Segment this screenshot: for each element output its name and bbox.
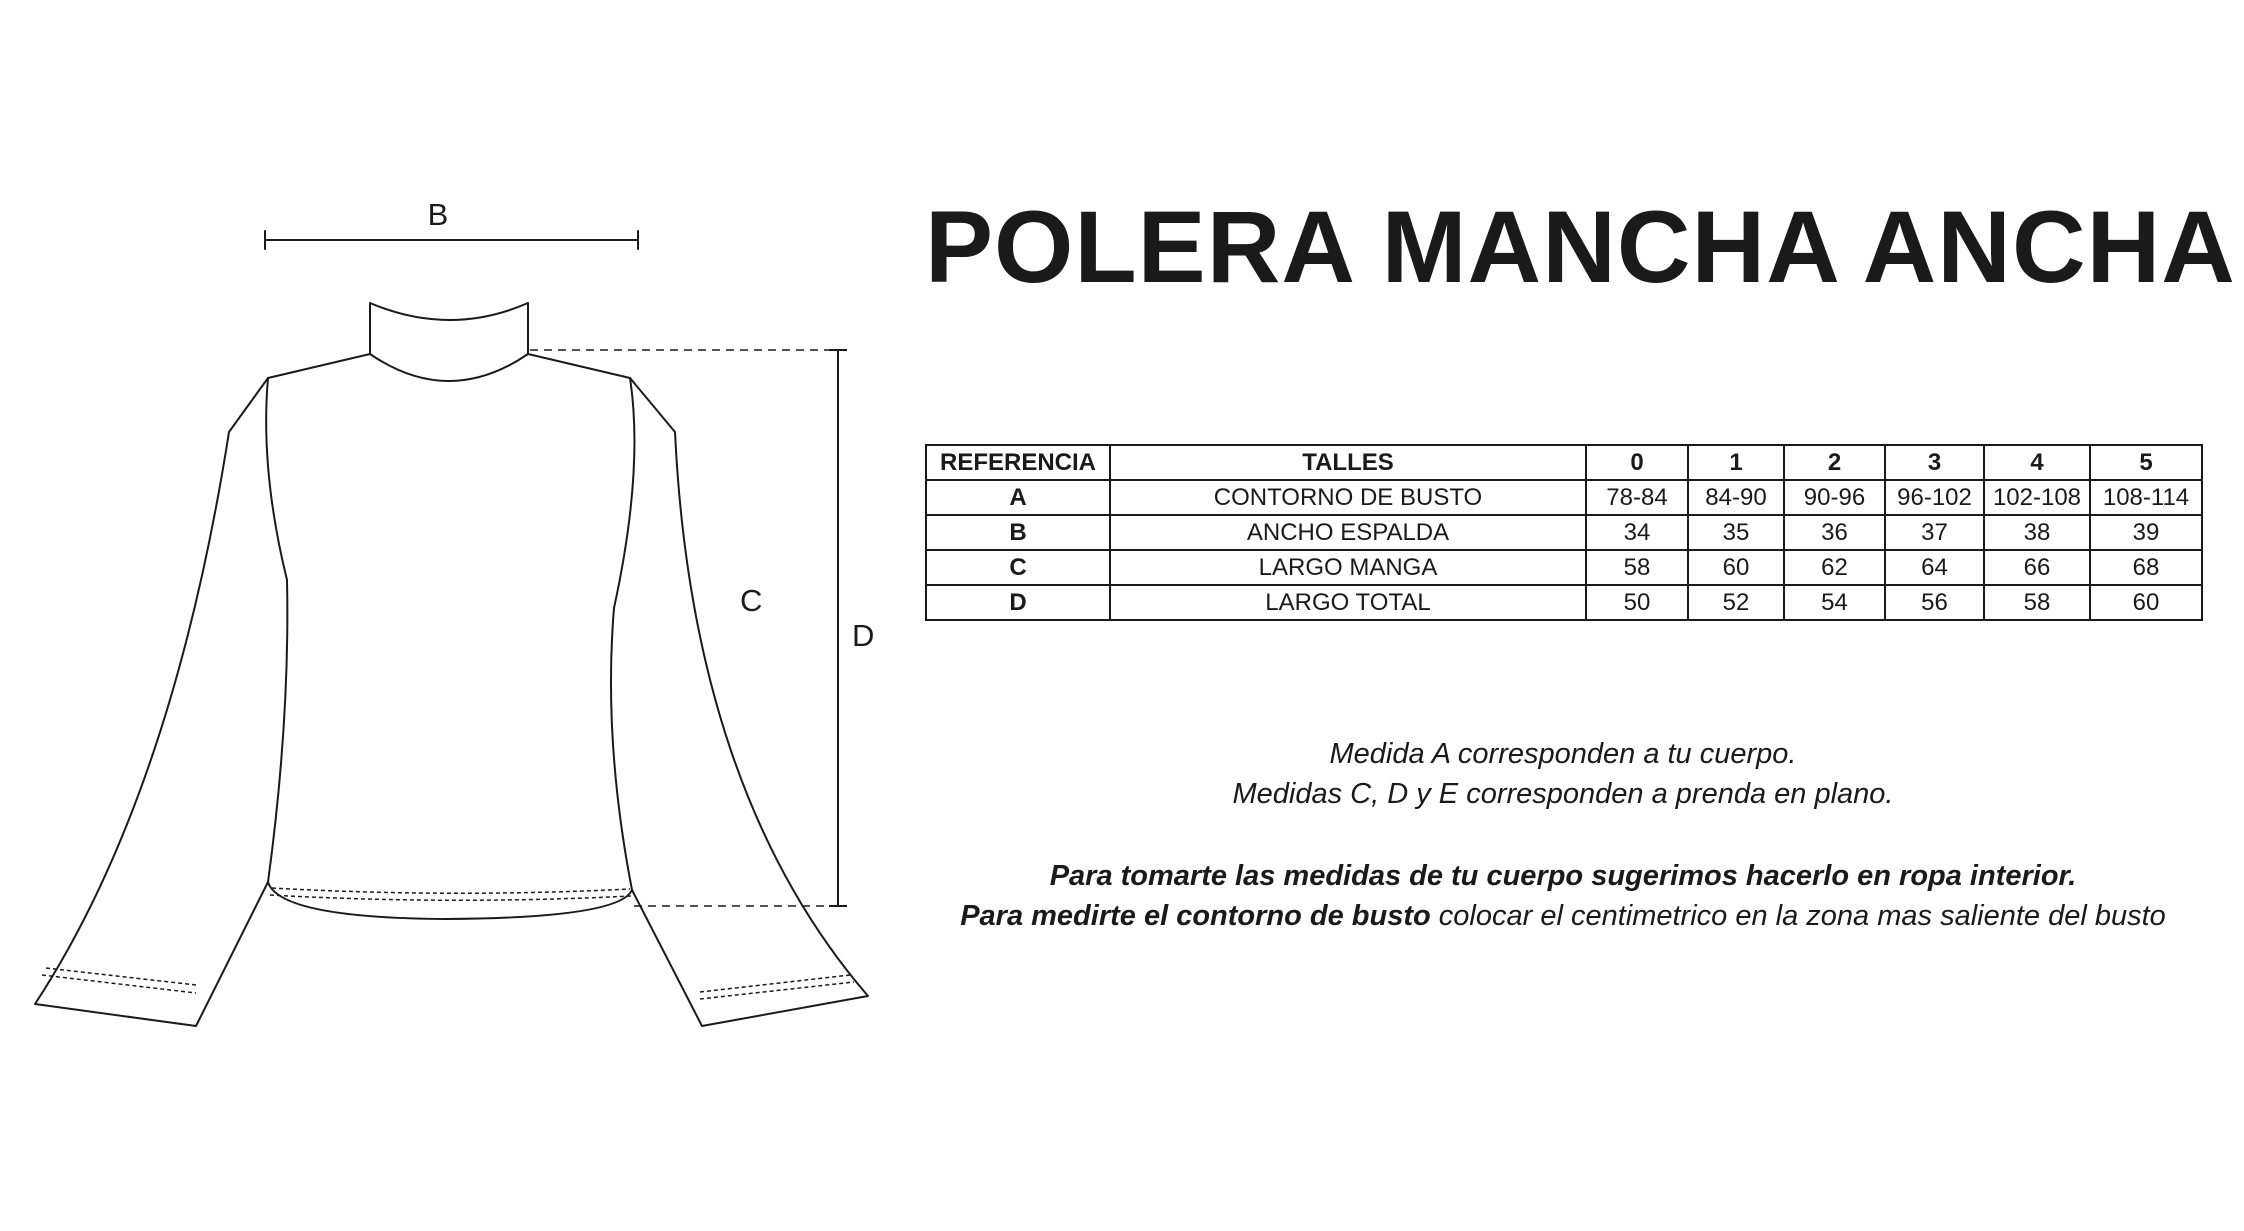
value-cell: 90-96 [1784,480,1885,515]
table-row [926,585,2202,620]
collar-outline [370,303,528,381]
measure-name-cell: LARGO MANGA [1110,550,1586,585]
ref-cell: B [926,515,1110,550]
instruction-bold: Para medirte el contorno de busto [960,900,1431,932]
value-cell: 58 [1586,550,1688,585]
value-cell: 39 [2090,515,2202,550]
ref-cell: A [926,480,1110,515]
garment-diagram [0,0,900,1231]
table-row [926,550,2202,585]
size-table [925,444,2203,621]
value-cell: 84-90 [1688,480,1784,515]
value-cell: 36 [1784,515,1885,550]
value-cell: 66 [1984,550,2090,585]
value-cell: 96-102 [1885,480,1984,515]
value-cell: 38 [1984,515,2090,550]
hem-stitching [42,888,854,999]
header-cell: 4 [1984,445,2090,480]
table-header-row [926,445,2202,480]
value-cell: 68 [2090,550,2202,585]
page-title: POLERA MANCHA ANCHA [925,190,2236,304]
body-outline [266,354,634,919]
ref-cell: C [926,550,1110,585]
value-cell: 60 [2090,585,2202,620]
value-cell: 54 [1784,585,1885,620]
header-cell: 0 [1586,445,1688,480]
value-cell: 108-114 [2090,480,2202,515]
value-cell: 35 [1688,515,1784,550]
left-sleeve-outline [35,378,268,1026]
header-cell: REFERENCIA [926,445,1110,480]
header-cell: 1 [1688,445,1784,480]
note-line: Medidas C, D y E corresponden a prenda en plano. [1232,778,1894,810]
instruction-line: Para tomarte las medidas de tu cuerpo sugerimos hacerlo en ropa interior. [1049,860,2077,892]
header-cell: 5 [2090,445,2202,480]
header-cell: 3 [1885,445,1984,480]
measure-b-arrow [265,231,638,249]
value-cell: 58 [1984,585,2090,620]
value-cell: 50 [1586,585,1688,620]
value-cell: 56 [1885,585,1984,620]
label-d: D [852,618,875,653]
table-row [926,515,2202,550]
value-cell: 64 [1885,550,1984,585]
right-sleeve-outline [630,378,868,1026]
measure-name-cell: LARGO TOTAL [1110,585,1586,620]
value-cell: 60 [1688,550,1784,585]
label-c: C [740,583,763,618]
instruction-rest: colocar el centimetrico en la zona mas saliente del busto [1430,900,2166,932]
measurement-notes [925,734,2201,814]
measure-name-cell: CONTORNO DE BUSTO [1110,480,1586,515]
value-cell: 62 [1784,550,1885,585]
value-cell: 78-84 [1586,480,1688,515]
value-cell: 52 [1688,585,1784,620]
ref-cell: D [926,585,1110,620]
measuring-instructions [925,856,2201,936]
header-cell: 2 [1784,445,1885,480]
measure-name-cell: ANCHO ESPALDA [1110,515,1586,550]
table-row [926,480,2202,515]
value-cell: 34 [1586,515,1688,550]
label-b: B [427,197,449,232]
note-line: Medida A corresponden a tu cuerpo. [1329,738,1797,770]
header-cell: TALLES [1110,445,1586,480]
value-cell: 102-108 [1984,480,2090,515]
measure-d-arrow [530,350,847,906]
value-cell: 37 [1885,515,1984,550]
